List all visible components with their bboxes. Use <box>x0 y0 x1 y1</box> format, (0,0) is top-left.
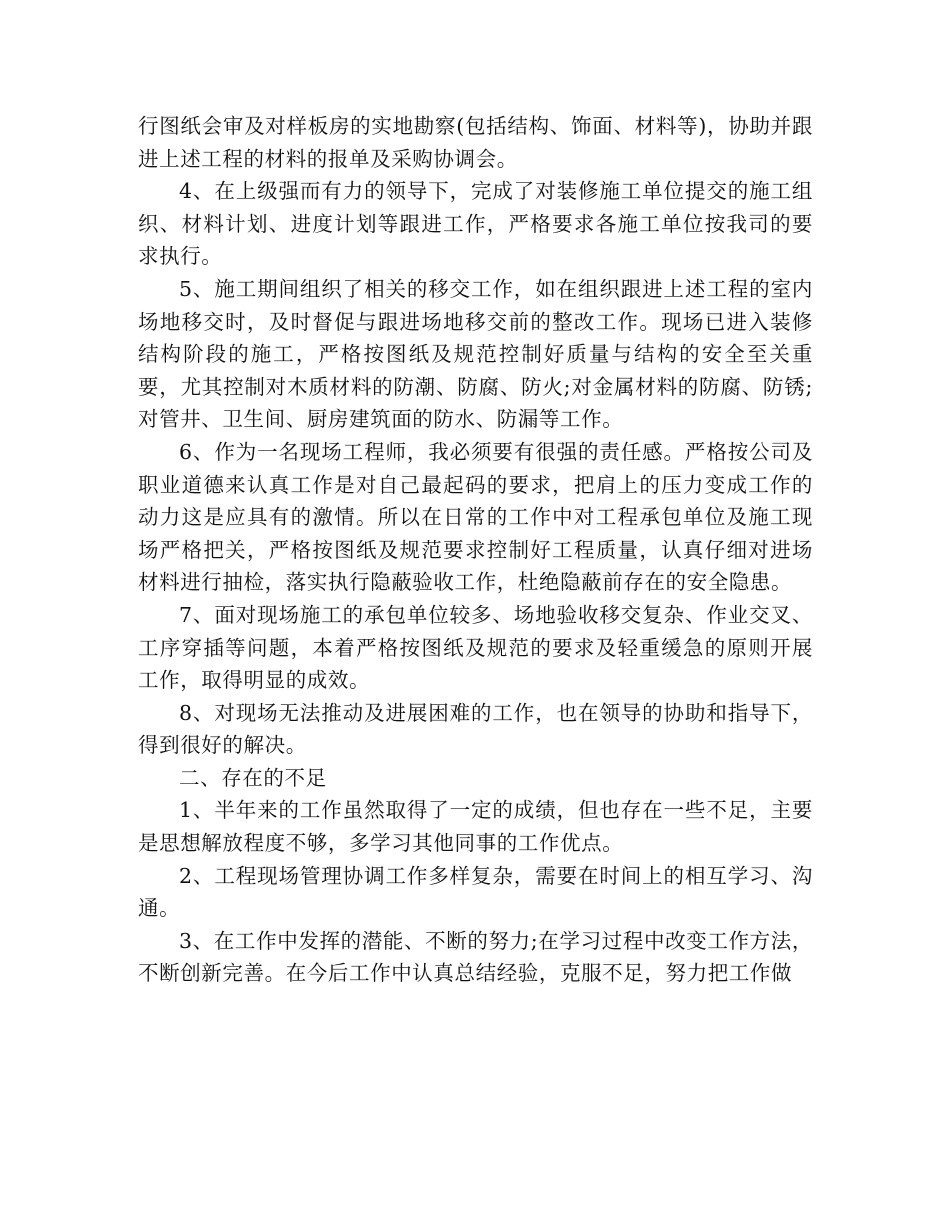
paragraph-shortcoming-1: 1、半年来的工作虽然取得了一定的成绩，但也存在一些不足，主要是思想解放程度不够，多学习其他同事的工作优点。 <box>138 798 813 856</box>
paragraph-item-5: 5、施工期间组织了相关的移交工作，如在组织跟进上述工程的室内场地移交时，及时督促与跟进场地移交前的整改工作。现场已进入装修结构阶段的施工，严格按图纸及规范控制好质量与结构的安全至关重要，尤其控制对木质材料的防潮、防腐、防火;对金属材料的防腐、防锈;对管井、卫生间、厨房建筑面的防水、防漏等工作。 <box>138 276 813 432</box>
section-heading-shortcomings: 二、存在的不足 <box>179 765 327 790</box>
paragraph-item-4: 4、在上级强而有力的领导下，完成了对装修施工单位提交的施工组织、材料计划、进度计划等跟进工作，严格要求各施工单位按我司的要求执行。 <box>138 179 813 269</box>
paragraph-shortcoming-2: 2、工程现场管理协调工作多样复杂，需要在时间上的相互学习、沟通。 <box>138 863 813 921</box>
paragraph-item-6: 6、作为一名现场工程师，我必须要有很强的责任感。严格按公司及职业道德来认真工作是对自己最起码的要求，把肩上的压力变成工作的动力这是应具有的激情。所以在日常的工作中对工程承包单位及施工现场严格把关，严格按图纸及规范要求控制好工程质量，认真仔细对进场材料进行抽检，落实执行隐蔽验收工作，杜绝隐蔽前存在的安全隐患。 <box>138 439 813 595</box>
paragraph-intro-continuation: 行图纸会审及对样板房的实地勘察(包括结构、饰面、材料等)，协助并跟进上述工程的材料的报单及采购协调会。 <box>138 114 813 171</box>
document-body <box>138 110 813 990</box>
paragraph-item-8: 8、对现场无法推动及进展困难的工作，也在领导的协助和指导下，得到很好的解决。 <box>138 700 813 758</box>
paragraph-item-7: 7、面对现场施工的承包单位较多、场地验收移交复杂、作业交叉、工序穿插等问题，本着严格按图纸及规范的要求及轻重缓急的原则开展工作，取得明显的成效。 <box>138 602 813 693</box>
paragraph-shortcoming-3: 3、在工作中发挥的潜能、不断的努力;在学习过程中改变工作方法，不断创新完善。在今后工作中认真总结经验，克服不足，努力把工作做 <box>138 928 813 986</box>
